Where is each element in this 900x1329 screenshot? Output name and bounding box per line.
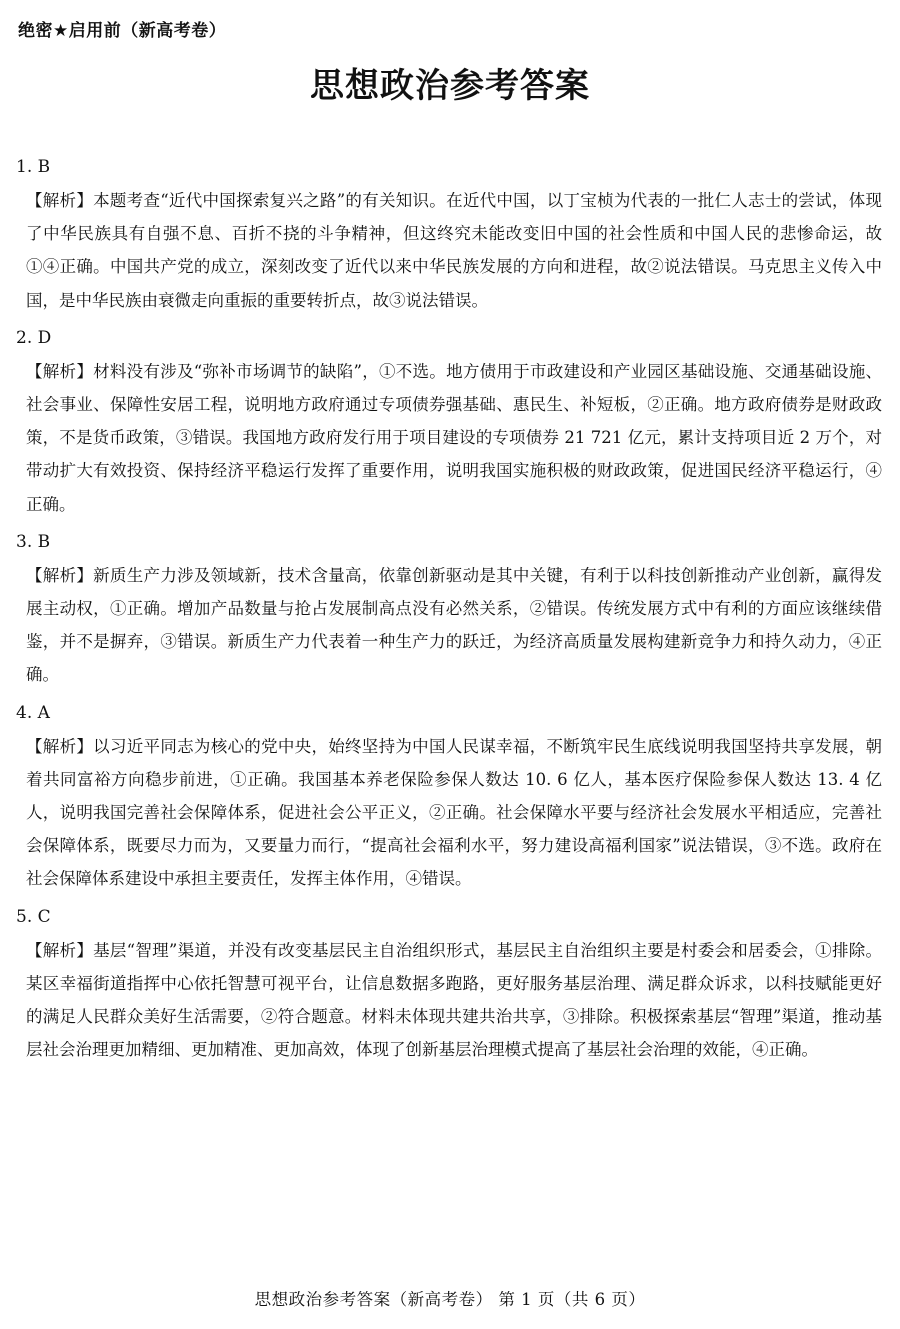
analysis-tag: 【解析】 bbox=[26, 191, 94, 210]
analysis-text: 以习近平同志为核心的党中央，始终坚持为中国人民谋幸福，不断筑牢民生底线说明我国坚持共享发展，朝着共同富裕方向稳步前进，①正确。我国基本养老保险参保人数达 10. 6 亿人，基本医疗保险参保人数达 13. 4 亿人，说明我国完善社会保障体系，促进社会公平正义，②正确。社会保障水平要与经济社会发展水平相适应，完善社会保障体系，既要尽力而为，又要量力而行，“提高社会福利水平，努力建设高福利国家”说法错误，③不选。政府在社会保障体系建设中承担主要责任，发挥主体作用，④错误。 bbox=[26, 736, 883, 889]
analysis-paragraph bbox=[16, 184, 882, 317]
analysis-tag: 【解析】 bbox=[26, 940, 94, 960]
analysis-paragraph bbox=[16, 730, 882, 896]
analysis-tag: 【解析】 bbox=[26, 361, 94, 381]
confidential-mark: 绝密★启用前（新高考卷） bbox=[18, 21, 227, 41]
analysis-paragraph bbox=[16, 559, 882, 692]
analysis-text: 本题考查“近代中国探索复兴之路”的有关知识。在近代中国，以丁宝桢为代表的一批仁人志士的尝试，体现了中华民族具有自强不息、百折不挠的斗争精神，但这终究未能改变旧中国的社会性质和中国人民的悲惨命运，故①④正确。中国共产党的成立，深刻改变了近代以来中华民族发展的方向和进程，故②说法错误。马克思主义传入中国，是中华民族由衰微走向重振的重要转折点，故③说法错误。 bbox=[26, 191, 882, 310]
question-5 bbox=[16, 900, 882, 1067]
page-title: 思想政治参考答案 bbox=[310, 66, 590, 106]
analysis-text: 新质生产力涉及领域新，技术含量高，依靠创新驱动是其中关键，有利于以科技创新推动产业创新，赢得发展主动权，①正确。增加产品数量与抢占发展制高点没有必然关系，②错误。传统发展方式中有利的方面应该继续借鉴，并不是摒弃，③错误。新质生产力代表着一种生产力的跃迁，为经济高质量发展构建新竞争力和持久动力，④正确。 bbox=[26, 565, 883, 685]
analysis-paragraph bbox=[16, 355, 882, 521]
answer-number: 4. A bbox=[16, 702, 50, 723]
question-3 bbox=[16, 525, 882, 692]
page-footer: 思想政治参考答案（新高考卷） 第 1 页（共 6 页） bbox=[254, 1290, 646, 1309]
answer-number: 3. B bbox=[16, 531, 51, 552]
answer-number: 2. D bbox=[16, 327, 52, 348]
question-1 bbox=[16, 150, 882, 317]
analysis-tag: 【解析】 bbox=[26, 736, 94, 756]
answer-list bbox=[16, 150, 882, 1070]
analysis-text: 材料没有涉及“弥补市场调节的缺陷”，①不选。地方债用于市政建设和产业园区基础设施、交通基础设施、社会事业、保障性安居工程，说明地方政府通过专项债券强基础、惠民生、补短板，②正确。地方政府债券是财政政策，不是货币政策，③错误。我国地方政府发行用于项目建设的专项债券 21 721 亿元，累计支持项目近 2 万个，对带动扩大有效投资、保持经济平稳运行发挥了重要作用，说明我国实施积极的财政政策，促进国民经济平稳运行，④正确。 bbox=[26, 361, 882, 514]
analysis-tag: 【解析】 bbox=[26, 565, 94, 585]
question-4 bbox=[16, 696, 882, 896]
question-2 bbox=[16, 321, 882, 521]
analysis-paragraph bbox=[16, 934, 882, 1067]
answer-number: 1. B bbox=[16, 157, 51, 177]
analysis-text: 基层“智理”渠道，并没有改变基层民主自治组织形式，基层民主自治组织主要是村委会和居委会，①排除。某区幸福街道指挥中心依托智慧可视平台，让信息数据多跑路，更好服务基层治理、满足群众诉求，以科技赋能更好的满足人民群众美好生活需要，②符合题意。材料未体现共建共治共享，③排除。积极探索基层“智理”渠道，推动基层社会治理更加精细、更加精准、更加高效，体现了创新基层治理模式提高了基层社会治理的效能，④正确。 bbox=[26, 940, 882, 1060]
answer-number: 5. C bbox=[16, 906, 51, 927]
